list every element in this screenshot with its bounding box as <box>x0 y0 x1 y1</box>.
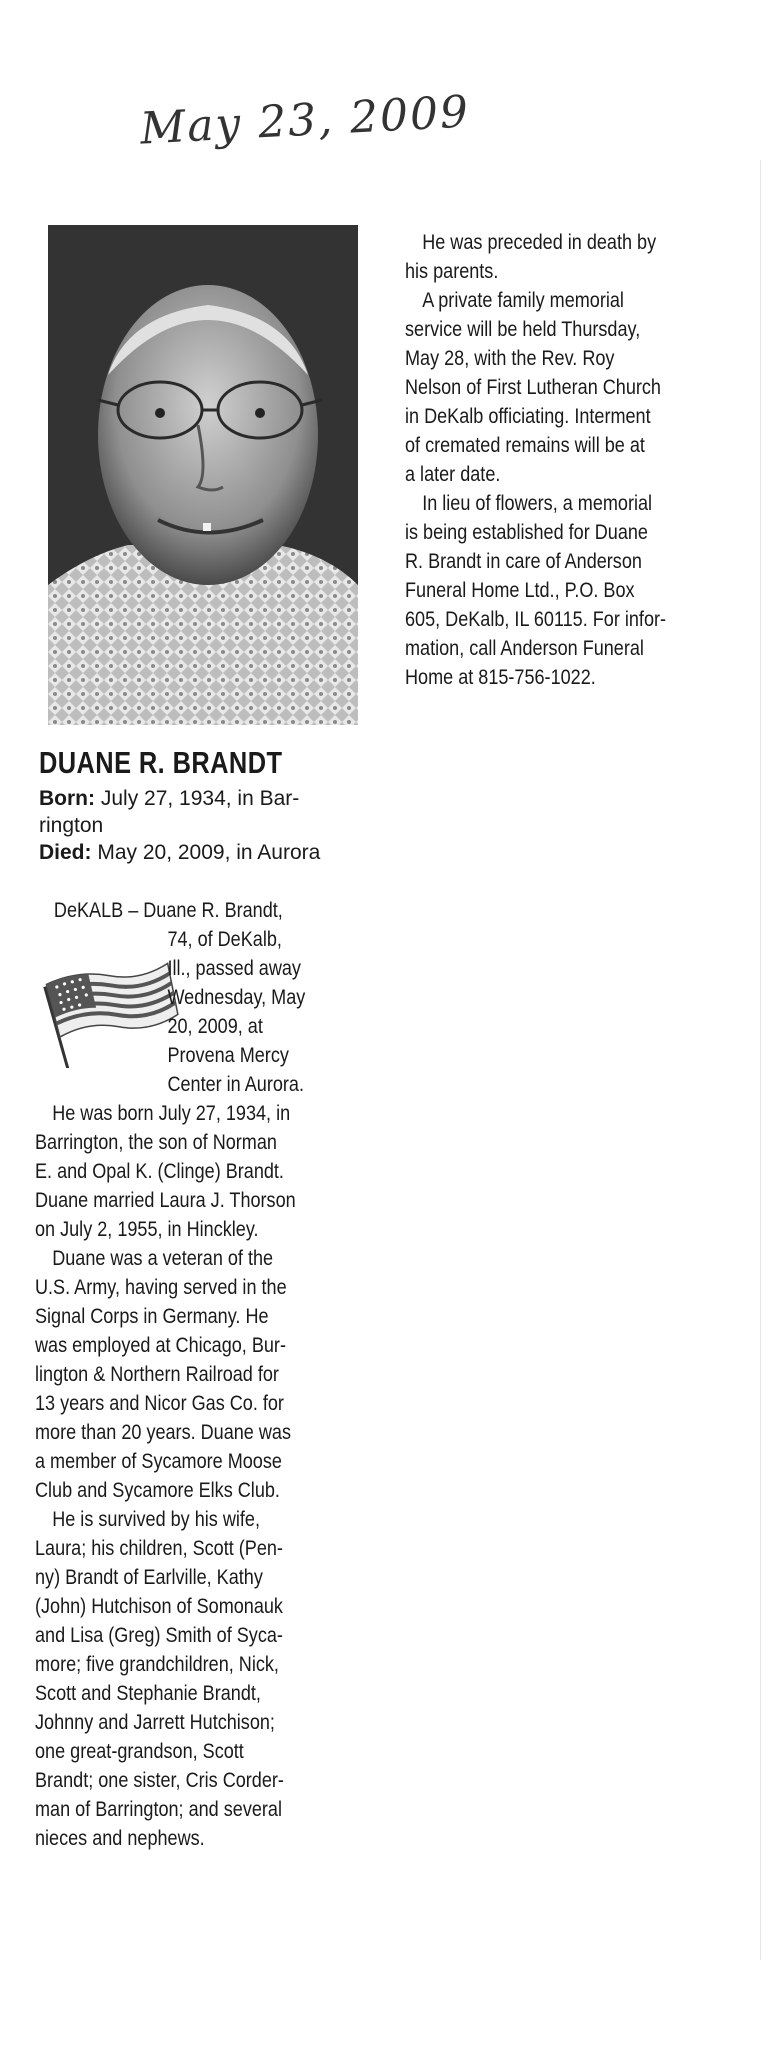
text-line: Scott and Stephanie Brandt, <box>35 1682 261 1705</box>
text-line: E. and Opal K. (Clinge) Brandt. <box>35 1160 284 1183</box>
left-column <box>35 745 365 1853</box>
lead-line: Center in Aurora. <box>167 1073 304 1096</box>
text-line: service will be held Thursday, <box>405 318 641 341</box>
deceased-name: DUANE R. BRANDT <box>39 745 283 780</box>
died-label: Died: <box>39 841 92 864</box>
paragraph <box>405 489 740 692</box>
portrait-image <box>48 225 358 725</box>
born-label: Born: <box>39 787 95 810</box>
lead-line: Wednesday, May <box>167 986 306 1009</box>
text-line: May 28, with the Rev. Roy <box>405 347 615 370</box>
born-value: July 27, 1934, in Bar- <box>100 787 300 810</box>
text-line: Barrington, the son of Norman <box>35 1131 277 1154</box>
paragraph <box>35 1505 370 1853</box>
text-line: Club and Sycamore Elks Club. <box>35 1479 280 1502</box>
text-line: 605, DeKalb, IL 60115. For infor- <box>405 608 667 631</box>
text-line: and Lisa (Greg) Smith of Syca- <box>35 1624 283 1647</box>
text-line: ny) Brandt of Earlville, Kathy <box>35 1566 263 1589</box>
text-line: in DeKalb officiating. Interment <box>405 405 651 428</box>
text-line: Laura; his children, Scott (Pen- <box>35 1537 283 1560</box>
right-column <box>405 228 740 692</box>
text-line: He is survived by his wife, <box>52 1508 260 1531</box>
left-paragraphs <box>35 1099 370 1853</box>
lead-line: DeKALB – Duane R. Brandt, <box>53 899 283 922</box>
text-line: R. Brandt in care of Anderson <box>405 550 642 573</box>
text-line: Brandt; one sister, Cris Corder- <box>35 1769 284 1792</box>
lead-line: 20, 2009, at <box>167 1015 263 1038</box>
text-line: A private family memorial <box>422 289 624 312</box>
born-value-cont: rington <box>39 814 104 837</box>
lead-line: 74, of DeKalb, <box>167 928 282 951</box>
text-line: a member of Sycamore Moose <box>35 1450 282 1473</box>
text-line: Funeral Home Ltd., P.O. Box <box>405 579 635 602</box>
text-line: Johnny and Jarrett Hutchison; <box>35 1711 275 1734</box>
text-line: mation, call Anderson Funeral <box>405 637 644 660</box>
text-line: (John) Hutchison of Somonauk <box>35 1595 283 1618</box>
paragraph <box>35 1244 370 1505</box>
scan-edge-divider <box>760 160 761 1960</box>
born-line <box>39 785 365 812</box>
text-line: He was born July 27, 1934, in <box>52 1102 291 1125</box>
text-line: Nelson of First Lutheran Church <box>405 376 661 399</box>
handwritten-date: May 23, 2009 <box>138 86 472 155</box>
text-line: one great-grandson, Scott <box>35 1740 244 1763</box>
lead-paragraph <box>35 896 365 1099</box>
text-line: was employed at Chicago, Bur- <box>35 1334 286 1357</box>
text-line: more than 20 years. Duane was <box>35 1421 291 1444</box>
text-line: a later date. <box>405 463 501 486</box>
paragraph <box>405 286 740 489</box>
paragraph <box>405 228 740 286</box>
text-line: his parents. <box>405 260 499 283</box>
lead-line: Ill., passed away <box>167 957 301 980</box>
text-line: Home at 815-756-1022. <box>405 666 596 689</box>
text-line: nieces and nephews. <box>35 1827 205 1850</box>
lead-text <box>35 896 370 1099</box>
text-line: more; five grandchildren, Nick, <box>35 1653 279 1676</box>
right-paragraphs <box>405 228 740 692</box>
text-line: Signal Corps in Germany. He <box>35 1305 269 1328</box>
text-line: lington & Northern Railroad for <box>35 1363 279 1386</box>
lead-line: Provena Mercy <box>167 1044 289 1067</box>
text-line: is being established for Duane <box>405 521 648 544</box>
text-line: 13 years and Nicor Gas Co. for <box>35 1392 284 1415</box>
born-line-cont <box>39 812 365 839</box>
text-line: In lieu of flowers, a memorial <box>422 492 653 515</box>
died-line <box>39 839 365 866</box>
text-line: of cremated remains will be at <box>405 434 645 457</box>
paragraph <box>35 1099 370 1244</box>
text-line: on July 2, 1955, in Hinckley. <box>35 1218 259 1241</box>
text-line: He was preceded in death by <box>422 231 657 254</box>
text-line: U.S. Army, having served in the <box>35 1276 287 1299</box>
died-value: May 20, 2009, in Aurora <box>97 841 321 864</box>
portrait-photo <box>48 225 358 725</box>
text-line: man of Barrington; and several <box>35 1798 282 1821</box>
text-line: Duane married Laura J. Thorson <box>35 1189 296 1212</box>
text-line: Duane was a veteran of the <box>52 1247 274 1270</box>
